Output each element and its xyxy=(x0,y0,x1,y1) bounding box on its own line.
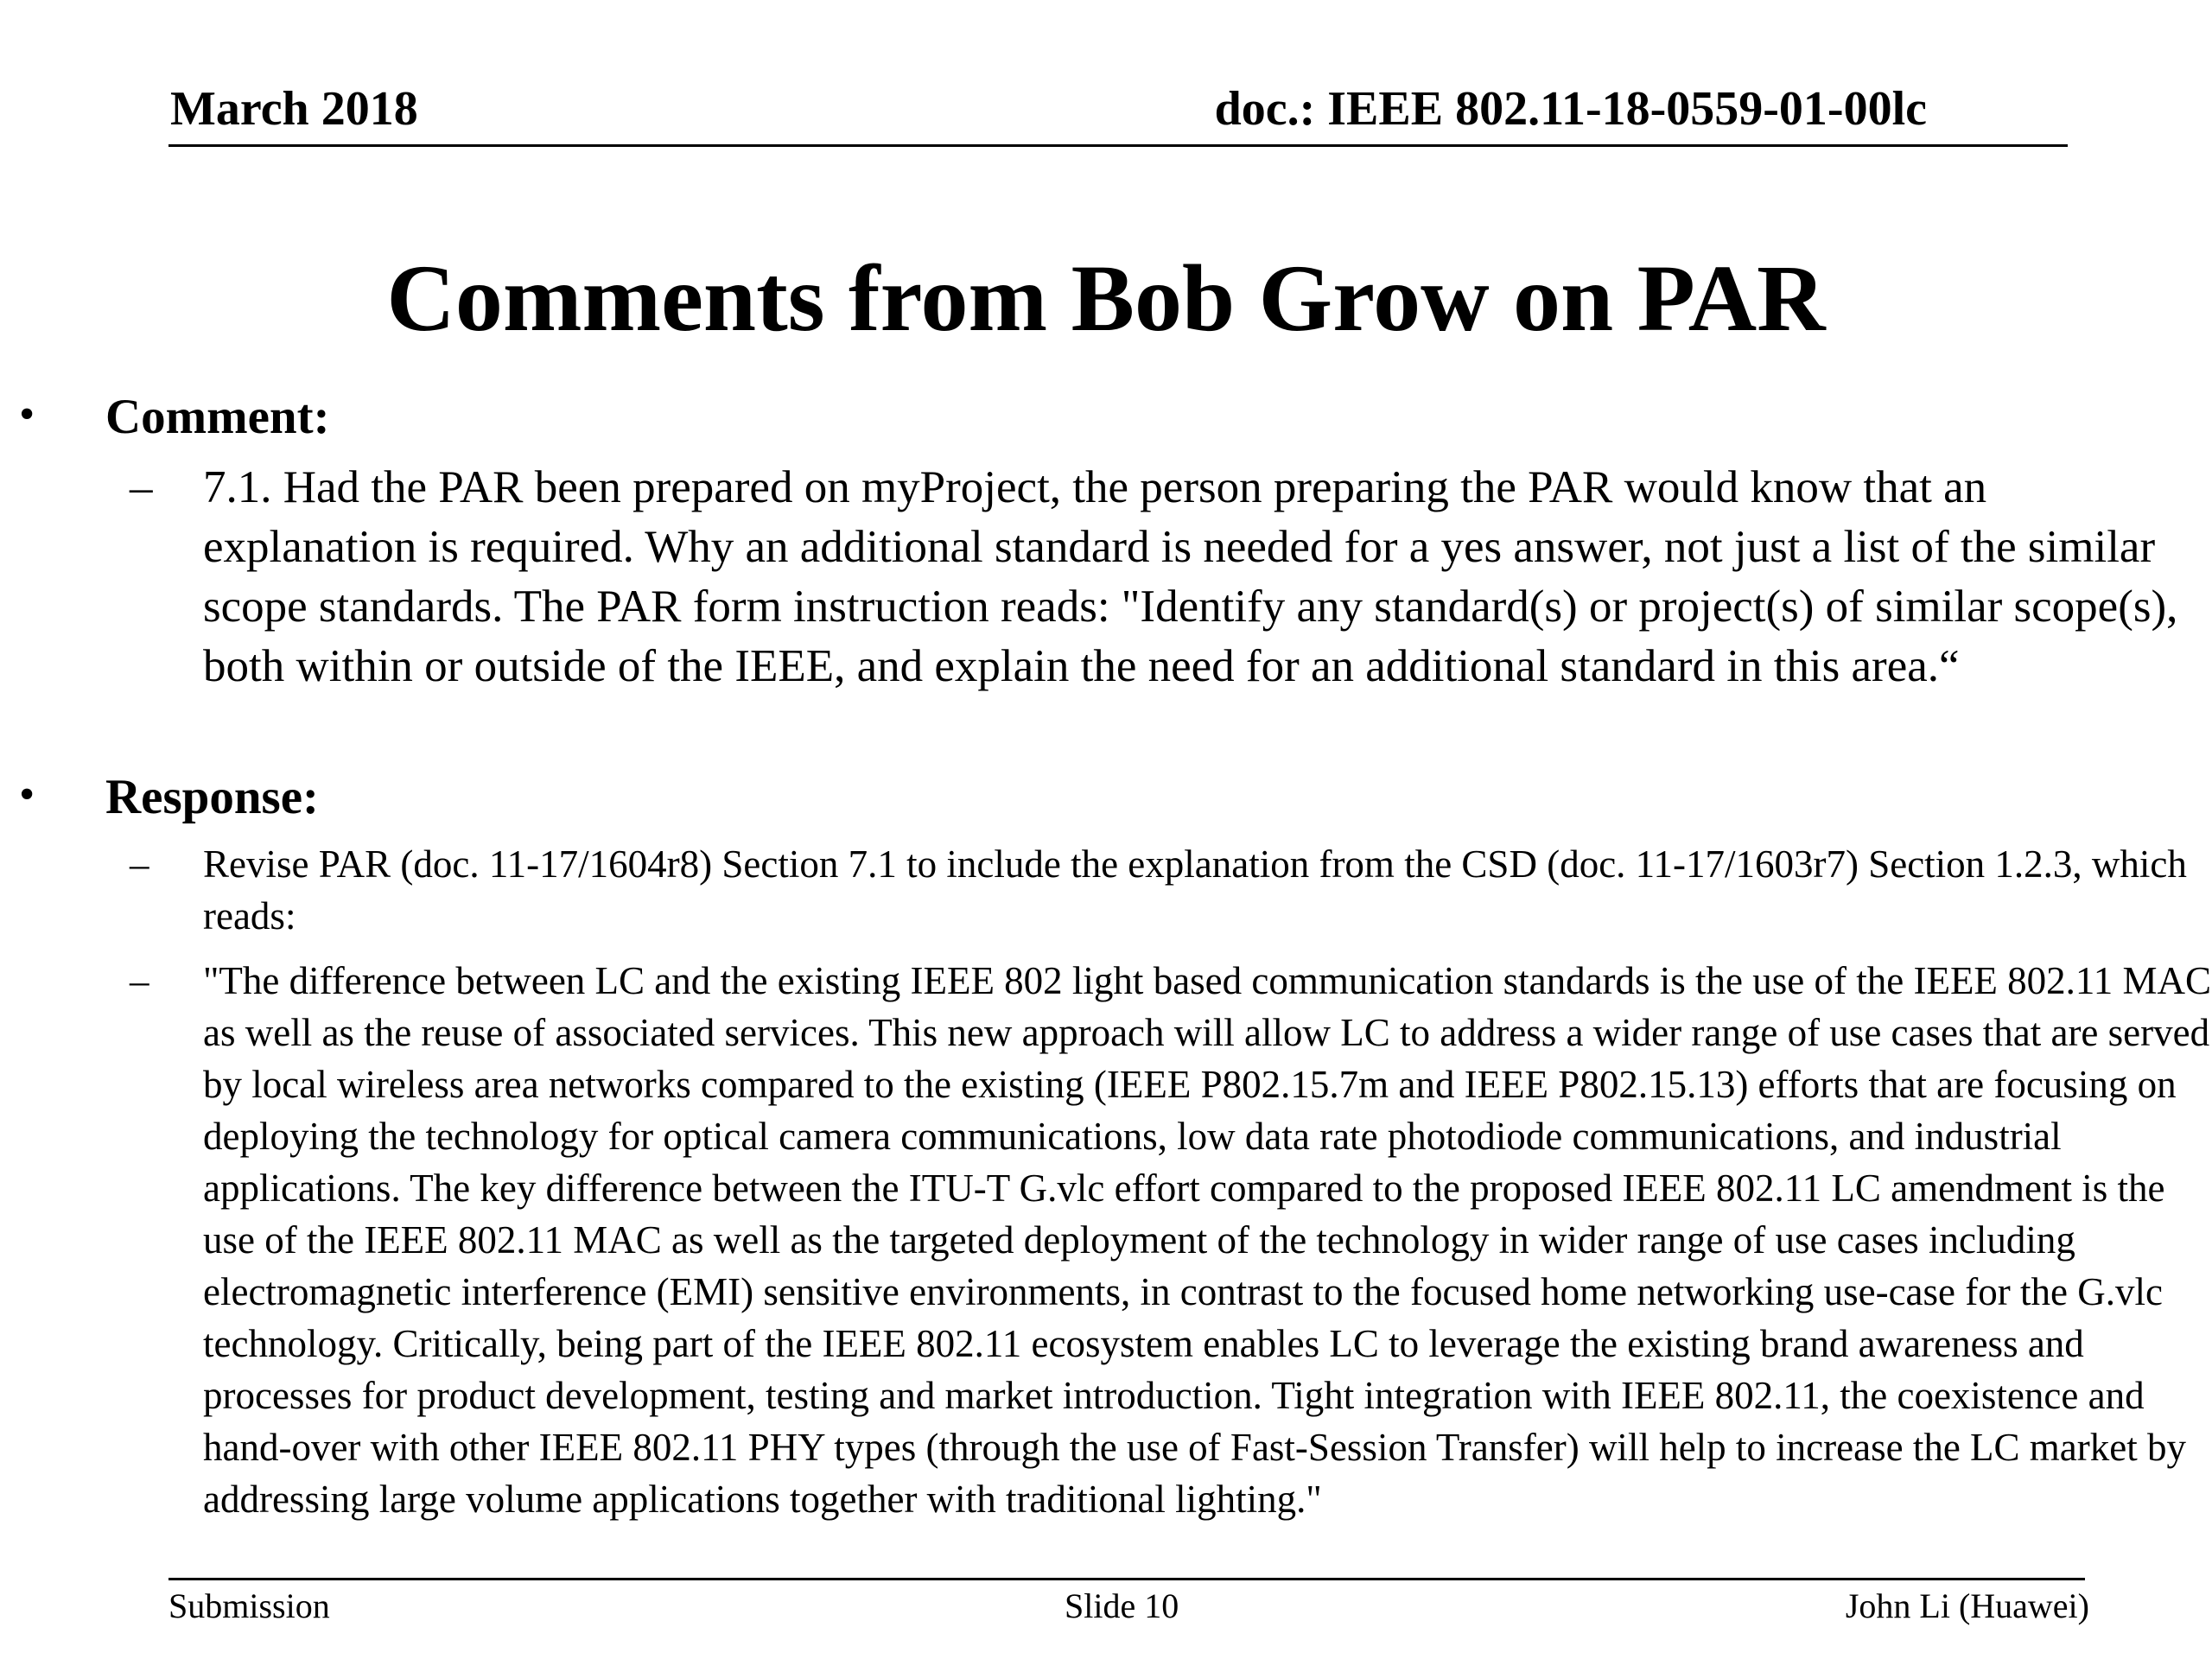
header-date: March 2018 xyxy=(170,82,418,136)
bullet-comment xyxy=(0,389,2212,449)
response-quote-text: "The difference between LC and the existing IEEE 802 light based communication standards is the use of the IEEE 802.11 MAC as well as the reuse of associated services. This new approach will allow LC to address a wider range of use cases that are served by local wireless area networks compared to the existing (IEEE P802.15.7m and IEEE P802.15.13) efforts that are focusing on deploying the technology for optical camera communications, low data rate photodiode communications, and industrial applications. The key difference between the ITU-T G.vlc effort compared to the proposed IEEE 802.11 LC amendment is the use of the IEEE 802.11 MAC as well as the targeted deployment of the technology in wider range of use cases including electromagnetic interference (EMI) sensitive environments, in contrast to the focused home networking use-case for the G.vlc technology. Critically, being part of the IEEE 802.11 ecosystem enables LC to leverage the existing brand awareness and processes for product development, testing and market introduction. Tight integration with IEEE 802.11, the coexistence and hand-over with other IEEE 802.11 PHY types (through the use of Fast-Session Transfer) will help to increase the LC market by addressing large volume applications together with traditional lighting." xyxy=(203,959,2212,1521)
footer-submission: Submission xyxy=(168,1586,330,1625)
response-revise-text: Revise PAR (doc. 11-17/1604r8) Section 7.1 to include the explanation from the CSD (doc. 11-17/1603r7) Section 1.2.3, which reads: xyxy=(203,842,2187,938)
bullet-label-comment: Comment: xyxy=(105,390,330,444)
bullet-symbol: • xyxy=(19,390,35,439)
bullet-label-response: Response: xyxy=(105,770,320,824)
bullet-response xyxy=(0,769,2212,830)
header-divider xyxy=(168,144,2068,147)
bullet-symbol: • xyxy=(19,770,35,819)
dash-symbol: – xyxy=(130,959,149,1002)
footer-slide-number: Slide 10 xyxy=(1065,1586,1179,1625)
dash-symbol: – xyxy=(130,462,153,512)
slide-title: Comments from Bob Grow on PAR xyxy=(386,245,1826,351)
header-doc-id: doc.: IEEE 802.11-18-0559-01-00lc xyxy=(1214,82,1927,136)
footer-divider xyxy=(168,1578,2085,1580)
comment-text: 7.1. Had the PAR been prepared on myProject, the person preparing the PAR would know that an explanation is required. Why an additional standard is needed for a yes answer, not just a list of the similar scope standards. The PAR form instruction reads: "Identify any standard(s) or project(s) of similar scope(s), both within or outside of the IEEE, and explain the need for an additional standard in this area.“ xyxy=(203,462,2178,691)
dash-symbol: – xyxy=(130,842,149,886)
footer-author: John Li (Huawei) xyxy=(1845,1586,2089,1625)
